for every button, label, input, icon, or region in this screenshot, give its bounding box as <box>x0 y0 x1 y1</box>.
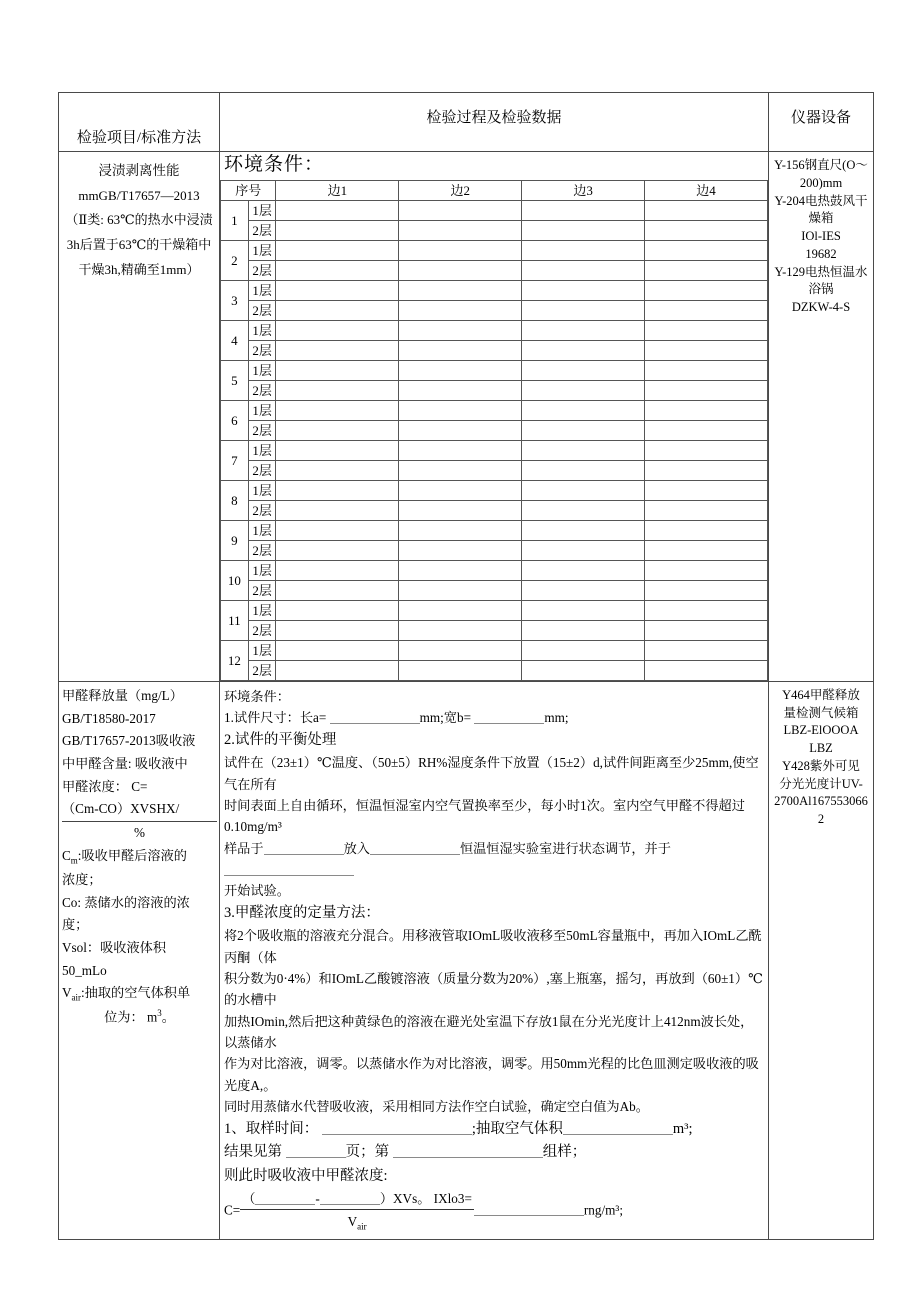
section2-desc-line: Vsol：吸收液体积 <box>62 939 167 955</box>
peel-measurement-grid <box>220 180 768 681</box>
grid-layer-label: 2层 <box>248 660 276 680</box>
grid-value-cell[interactable] <box>276 220 399 240</box>
formula-tail: XVs。 IXlo3= <box>393 1191 472 1207</box>
grid-value-cell[interactable] <box>399 320 522 340</box>
grid-layer-label: 2层 <box>248 620 276 640</box>
sampling-time-label: 1、取样时间： <box>224 1120 319 1137</box>
grid-value-cell[interactable] <box>276 280 399 300</box>
grid-value-cell[interactable] <box>645 540 768 560</box>
grid-value-cell[interactable] <box>399 360 522 380</box>
grid-layer-label: 1层 <box>248 280 276 300</box>
grid-value-cell[interactable] <box>276 420 399 440</box>
grid-value-cell[interactable] <box>399 380 522 400</box>
grid-row-number: 8 <box>221 480 249 520</box>
grid-value-cell[interactable] <box>276 480 399 500</box>
proc-item3-body-5: 同时用蒸储水代替吸收液，采用相同方法作空白试验，确定空白值为Ab。 <box>224 1099 649 1115</box>
proc-item2-body-3 <box>224 838 764 881</box>
grid-value-cell[interactable] <box>522 200 645 220</box>
section1-description <box>59 152 219 286</box>
grid-value-cell[interactable] <box>522 360 645 380</box>
air-volume-input[interactable] <box>563 1119 673 1135</box>
grid-value-cell[interactable] <box>522 220 645 240</box>
grid-value-cell[interactable] <box>399 580 522 600</box>
group-sample-suffix: 组样； <box>542 1144 587 1161</box>
section1-desc-line: 干燥3h,精确至1mm） <box>78 261 200 277</box>
grid-value-cell[interactable] <box>522 300 645 320</box>
proc-item2-body-4: 开始试验。 <box>224 883 290 899</box>
formula-a-input[interactable] <box>255 1191 315 1205</box>
section1-env-conditions-title: 环境条件： <box>224 154 325 175</box>
table-row <box>221 220 768 240</box>
grid-value-cell[interactable] <box>399 560 522 580</box>
formula-fraction <box>240 1188 474 1235</box>
start-time-input[interactable] <box>224 862 354 876</box>
proc-item3-title: 3.甲醛浓度的定量方法： <box>224 904 380 921</box>
grid-value-cell[interactable] <box>522 640 645 660</box>
table-row <box>221 560 768 580</box>
grid-value-cell[interactable] <box>276 620 399 640</box>
table-row <box>221 660 768 680</box>
formula-result-input[interactable] <box>474 1202 584 1216</box>
section2-desc-line: 中甲醛含量: 吸收液中 <box>62 756 188 771</box>
table-row <box>221 420 768 440</box>
grid-value-cell[interactable] <box>276 240 399 260</box>
grid-value-cell[interactable] <box>399 220 522 240</box>
formula-b-input[interactable] <box>320 1191 380 1205</box>
grid-value-cell[interactable] <box>522 500 645 520</box>
formula-c-label: C= <box>224 1202 241 1218</box>
equipment-line: 分光光度计UV- <box>779 776 863 791</box>
inspection-record-table <box>58 92 874 1240</box>
proc-item1-mid: mm;宽b= <box>419 710 472 726</box>
grid-value-cell[interactable] <box>645 380 768 400</box>
equipment-line: 量检测气候箱 <box>783 705 859 720</box>
section1-item-method-cell <box>59 152 220 682</box>
formula-paren-open: （ <box>242 1191 256 1207</box>
grid-value-cell[interactable] <box>522 420 645 440</box>
table-row <box>221 500 768 520</box>
grid-value-cell[interactable] <box>399 660 522 680</box>
grid-header-side-2: 边2 <box>399 180 522 200</box>
grid-header-row <box>221 180 768 200</box>
grid-value-cell[interactable] <box>399 620 522 640</box>
grid-layer-label: 1层 <box>248 360 276 380</box>
proc-place-into-label: 放入 <box>343 840 370 856</box>
sample-time-input[interactable] <box>264 840 344 854</box>
formula-paren-close: ） <box>379 1191 394 1207</box>
grid-layer-label: 2层 <box>248 300 276 320</box>
grid-value-cell[interactable] <box>276 520 399 540</box>
grid-value-cell[interactable] <box>276 580 399 600</box>
grid-value-cell[interactable] <box>645 660 768 680</box>
grid-value-cell[interactable] <box>522 480 645 500</box>
grid-row-number: 4 <box>221 320 249 360</box>
grid-header-no: 序号 <box>221 180 276 200</box>
grid-value-cell[interactable] <box>399 340 522 360</box>
grid-row-number: 5 <box>221 360 249 400</box>
grid-value-cell[interactable] <box>522 440 645 460</box>
grid-header-side-3: 边3 <box>522 180 645 200</box>
grid-value-cell[interactable] <box>276 560 399 580</box>
grid-value-cell[interactable] <box>522 380 645 400</box>
grid-value-cell[interactable] <box>645 480 768 500</box>
table-row <box>221 300 768 320</box>
result-page-input[interactable] <box>286 1143 346 1159</box>
header-cell-process-data <box>220 93 769 152</box>
grid-row-number: 11 <box>221 600 249 640</box>
air-volume-label: ;抽取空气体积 <box>471 1120 563 1137</box>
grid-value-cell[interactable] <box>522 340 645 360</box>
table-row <box>221 340 768 360</box>
grid-layer-label: 2层 <box>248 460 276 480</box>
grid-value-cell[interactable] <box>645 240 768 260</box>
table-row <box>221 600 768 620</box>
equipment-line: 燥箱 <box>808 211 834 226</box>
equipment-line: Y-204电热鼓风干 <box>774 193 868 208</box>
section1-desc-line: 3h后置于63℃的干燥箱中 <box>66 237 212 253</box>
grid-row-number: 9 <box>221 520 249 560</box>
grid-value-cell[interactable] <box>522 620 645 640</box>
grid-value-cell[interactable] <box>645 340 768 360</box>
header-equipment-label: 仪器设备 <box>790 110 851 126</box>
section2-equipment-list <box>769 682 873 833</box>
table-row <box>221 580 768 600</box>
section1-desc-line: 浸渍剥离性能 <box>98 163 180 178</box>
grid-layer-label: 1层 <box>248 600 276 620</box>
grid-row-number: 3 <box>221 280 249 320</box>
header-cell-equipment <box>769 93 874 152</box>
proc-item3-body-2: 积分数为0·4%）和IOmL乙酸镀溶液（质量分数为20%）,塞上瓶塞，摇匀，再放到（60±1）℃的水槽中 <box>224 970 763 1008</box>
section1-desc-line: mmGB/T17657—2013 <box>78 187 200 203</box>
grid-value-cell[interactable] <box>399 400 522 420</box>
equipment-line: Y-156钢直尺(O～ <box>774 158 868 172</box>
section2-desc-line: 位为： $m^3$。 <box>104 1008 175 1025</box>
section2-desc-line: 浓度； <box>62 871 102 887</box>
grid-value-cell[interactable] <box>399 280 522 300</box>
proc-item1-suffix: mm; <box>544 710 569 726</box>
grid-value-cell[interactable] <box>276 320 399 340</box>
equipment-line: 200)mm <box>799 175 843 190</box>
table-row <box>221 320 768 340</box>
grid-header-side-4: 边4 <box>645 180 768 200</box>
grid-value-cell[interactable] <box>276 600 399 620</box>
grid-layer-label: 2层 <box>248 540 276 560</box>
section2-formula-numerator: （Cm-CO）XVSHX/ <box>62 798 217 822</box>
grid-row-number: 12 <box>221 640 249 680</box>
grid-value-cell[interactable] <box>522 580 645 600</box>
grid-value-cell[interactable] <box>399 460 522 480</box>
grid-layer-label: 1层 <box>248 400 276 420</box>
proc-item2-body-1: 试件在（23±1）℃温度、（50±5）RH%湿度条件下放置（15±2）d,试件间距离至少25mm,使空气在所有 <box>224 755 759 792</box>
grid-value-cell[interactable] <box>645 420 768 440</box>
sampling-time-input[interactable] <box>322 1119 472 1135</box>
proc-item3-body-1: 将2个吸收瓶的溶液充分混合。用移液管取IOmL吸收液移至50mL容量瓶中，再加入IOmL乙酰丙酮（体 <box>224 928 762 965</box>
grid-layer-label: 2层 <box>248 580 276 600</box>
grid-value-cell[interactable] <box>276 440 399 460</box>
grid-row-number: 10 <box>221 560 249 600</box>
grid-layer-label: 1层 <box>248 560 276 580</box>
section2-formula-denominator: % <box>134 825 145 841</box>
table-row <box>221 360 768 380</box>
proc-item4 <box>224 1118 764 1141</box>
grid-value-cell[interactable] <box>276 380 399 400</box>
section-row-soak-peel <box>59 152 874 682</box>
grid-layer-label: 1层 <box>248 200 276 220</box>
proc-condition-label: 恒温恒湿实验室进行状态调节，并于 <box>459 840 671 856</box>
proc-item2-body-2: 时间表面上自由循环，恒温恒湿室内空气置换率至少，每小时1次。室内空气甲醛不得超过0.10mg/m³ <box>224 797 745 835</box>
grid-value-cell[interactable] <box>645 640 768 660</box>
grid-value-cell[interactable] <box>276 660 399 680</box>
equipment-line: 2 <box>817 812 825 827</box>
grid-value-cell[interactable] <box>522 320 645 340</box>
grid-header-side-1: 边1 <box>276 180 399 200</box>
section2-desc-line: GB/T17657-2013吸收液 <box>62 733 196 749</box>
table-row <box>221 540 768 560</box>
document-page <box>58 92 870 1240</box>
equipment-line: 浴锅 <box>808 282 834 297</box>
equipment-line: Y428紫外可见 <box>782 758 860 773</box>
section2-desc-line: 度； <box>62 917 89 933</box>
grid-value-cell[interactable] <box>522 660 645 680</box>
grid-row-number: 1 <box>221 200 249 240</box>
section2-desc-line: $C_m$:吸收甲醛后溶液的 <box>62 847 187 866</box>
table-row <box>221 200 768 220</box>
grid-value-cell[interactable] <box>399 520 522 540</box>
grid-value-cell[interactable] <box>645 460 768 480</box>
grid-layer-label: 1层 <box>248 480 276 500</box>
grid-value-cell[interactable] <box>645 400 768 420</box>
grid-layer-label: 1层 <box>248 640 276 660</box>
grid-value-cell[interactable] <box>399 420 522 440</box>
grid-layer-label: 1层 <box>248 240 276 260</box>
section2-desc-line: $V_{air}$:抽取的空气体积单 <box>62 985 191 1004</box>
grid-value-cell[interactable] <box>645 260 768 280</box>
group-sample-input[interactable] <box>393 1143 543 1159</box>
result-page-label: 结果见第 <box>224 1144 282 1161</box>
grid-value-cell[interactable] <box>399 480 522 500</box>
section2-equipment-cell <box>769 681 874 1239</box>
section1-desc-line: （Ⅱ类: 63℃的热水中浸渍 <box>65 212 213 228</box>
header-item-method-label: 检验项目/标准方法 <box>76 130 202 146</box>
grid-layer-label: 2层 <box>248 420 276 440</box>
grid-value-cell[interactable] <box>522 600 645 620</box>
table-row <box>221 400 768 420</box>
grid-value-cell[interactable] <box>399 640 522 660</box>
grid-value-cell[interactable] <box>522 400 645 420</box>
section1-process-data-cell <box>220 152 769 682</box>
grid-row-number: 2 <box>221 240 249 280</box>
proc-item5 <box>224 1141 764 1164</box>
proc-item1-prefix: 1.试件尺寸：长a= <box>224 710 327 726</box>
grid-row-number: 6 <box>221 400 249 440</box>
equipment-line: 2700Al167553066 <box>774 794 868 809</box>
result-page-suffix: 页；第 <box>345 1144 390 1161</box>
grid-value-cell[interactable] <box>522 460 645 480</box>
table-row <box>221 380 768 400</box>
proc-env-title: 环境条件： <box>224 688 290 704</box>
air-volume-unit: m³; <box>672 1120 693 1137</box>
grid-value-cell[interactable] <box>645 600 768 620</box>
grid-layer-label: 1层 <box>248 520 276 540</box>
grid-layer-label: 2层 <box>248 500 276 520</box>
grid-value-cell[interactable] <box>522 240 645 260</box>
grid-value-cell[interactable] <box>399 540 522 560</box>
table-row <box>221 280 768 300</box>
proc-item2-title: 2.试件的平衡处理 <box>224 731 337 748</box>
grid-value-cell[interactable] <box>645 220 768 240</box>
formula-dash: - <box>315 1191 320 1207</box>
equipment-line: 19682 <box>805 246 837 261</box>
grid-value-cell[interactable] <box>399 260 522 280</box>
grid-value-cell[interactable] <box>399 240 522 260</box>
grid-value-cell[interactable] <box>276 400 399 420</box>
grid-value-cell[interactable] <box>276 300 399 320</box>
grid-value-cell[interactable] <box>276 460 399 480</box>
table-row <box>221 520 768 540</box>
equipment-line: IOl-IES <box>801 229 841 243</box>
grid-value-cell[interactable] <box>645 520 768 540</box>
section2-item-method-cell <box>59 681 220 1239</box>
chamber-input[interactable] <box>370 840 460 854</box>
formula-denominator: $V_{air}$ <box>347 1214 367 1233</box>
section1-equipment-list <box>769 152 873 321</box>
section2-desc-line: 50_mLo <box>62 962 107 978</box>
header-cell-item-method <box>59 93 220 152</box>
grid-value-cell[interactable] <box>522 260 645 280</box>
proc-item3-body-4: 作为对比溶液，调零。以蒸储水作为对比溶液，调零。用50mm光程的比色皿测定吸收液的吸光度A,。 <box>224 1056 759 1093</box>
proc-item6: 则此时吸收液中甲醛浓度: <box>224 1167 388 1184</box>
table-row <box>221 640 768 660</box>
grid-value-cell[interactable] <box>645 360 768 380</box>
equipment-line: LBZ-ElOOOA <box>783 723 859 738</box>
section2-desc-line: 甲醛浓度： C= <box>62 778 148 794</box>
proc-sample-at-label: 样品于 <box>224 840 264 856</box>
grid-value-cell[interactable] <box>276 540 399 560</box>
header-process-data-label: 检验过程及检验数据 <box>426 110 562 126</box>
table-header-row <box>59 93 874 152</box>
grid-value-cell[interactable] <box>399 200 522 220</box>
width-b-input[interactable] <box>474 710 544 724</box>
proc-formula-line <box>224 1188 764 1235</box>
grid-value-cell[interactable] <box>522 280 645 300</box>
grid-value-cell[interactable] <box>645 500 768 520</box>
grid-value-cell[interactable] <box>276 340 399 360</box>
proc-item3-body-3: 加热IOmin,然后把这种黄绿色的溶液在避光处室温下存放1鼠在分光光度计上412nm波长处，以蒸储水 <box>224 1013 754 1051</box>
grid-value-cell[interactable] <box>399 440 522 460</box>
equipment-line: Y464甲醛释放 <box>782 687 860 702</box>
section2-description <box>59 682 219 1032</box>
formula-unit: rng/m³; <box>583 1202 624 1218</box>
formaldehyde-procedure <box>220 682 768 1239</box>
grid-layer-label: 2层 <box>248 380 276 400</box>
grid-value-cell[interactable] <box>522 520 645 540</box>
section2-desc-line: Co: 蒸储水的溶液的浓 <box>62 894 190 910</box>
grid-value-cell[interactable] <box>276 200 399 220</box>
grid-row-number: 7 <box>221 440 249 480</box>
grid-value-cell[interactable] <box>276 360 399 380</box>
grid-value-cell[interactable] <box>645 620 768 640</box>
grid-value-cell[interactable] <box>645 280 768 300</box>
grid-value-cell[interactable] <box>645 440 768 460</box>
grid-value-cell[interactable] <box>522 540 645 560</box>
section2-desc-line: 甲醛释放量（mg/L） <box>62 687 183 703</box>
table-row <box>221 480 768 500</box>
proc-item1 <box>224 707 764 728</box>
grid-value-cell[interactable] <box>645 580 768 600</box>
table-row <box>221 620 768 640</box>
grid-layer-label: 1层 <box>248 440 276 460</box>
table-row <box>221 440 768 460</box>
grid-value-cell[interactable] <box>645 300 768 320</box>
grid-value-cell[interactable] <box>399 600 522 620</box>
grid-layer-label: 2层 <box>248 340 276 360</box>
equipment-line: DZKW-4-S <box>791 300 851 314</box>
grid-value-cell[interactable] <box>276 640 399 660</box>
section2-process-data-cell <box>220 681 769 1239</box>
table-row <box>221 240 768 260</box>
grid-value-cell[interactable] <box>645 200 768 220</box>
equipment-line: LBZ <box>809 741 833 756</box>
grid-layer-label: 1层 <box>248 320 276 340</box>
table-row <box>221 260 768 280</box>
grid-value-cell[interactable] <box>399 300 522 320</box>
grid-value-cell[interactable] <box>645 320 768 340</box>
table-row <box>221 460 768 480</box>
equipment-line: Y-129电热恒温水 <box>774 264 868 279</box>
formula-numerator <box>240 1188 474 1210</box>
grid-layer-label: 2层 <box>248 220 276 240</box>
section1-equipment-cell <box>769 152 874 682</box>
section-row-formaldehyde <box>59 681 874 1239</box>
length-a-input[interactable] <box>330 710 420 724</box>
grid-value-cell[interactable] <box>276 500 399 520</box>
grid-value-cell[interactable] <box>276 260 399 280</box>
grid-layer-label: 2层 <box>248 260 276 280</box>
section2-desc-line: GB/T18580-2017 <box>62 710 156 726</box>
grid-value-cell[interactable] <box>522 560 645 580</box>
grid-value-cell[interactable] <box>399 500 522 520</box>
grid-value-cell[interactable] <box>645 560 768 580</box>
